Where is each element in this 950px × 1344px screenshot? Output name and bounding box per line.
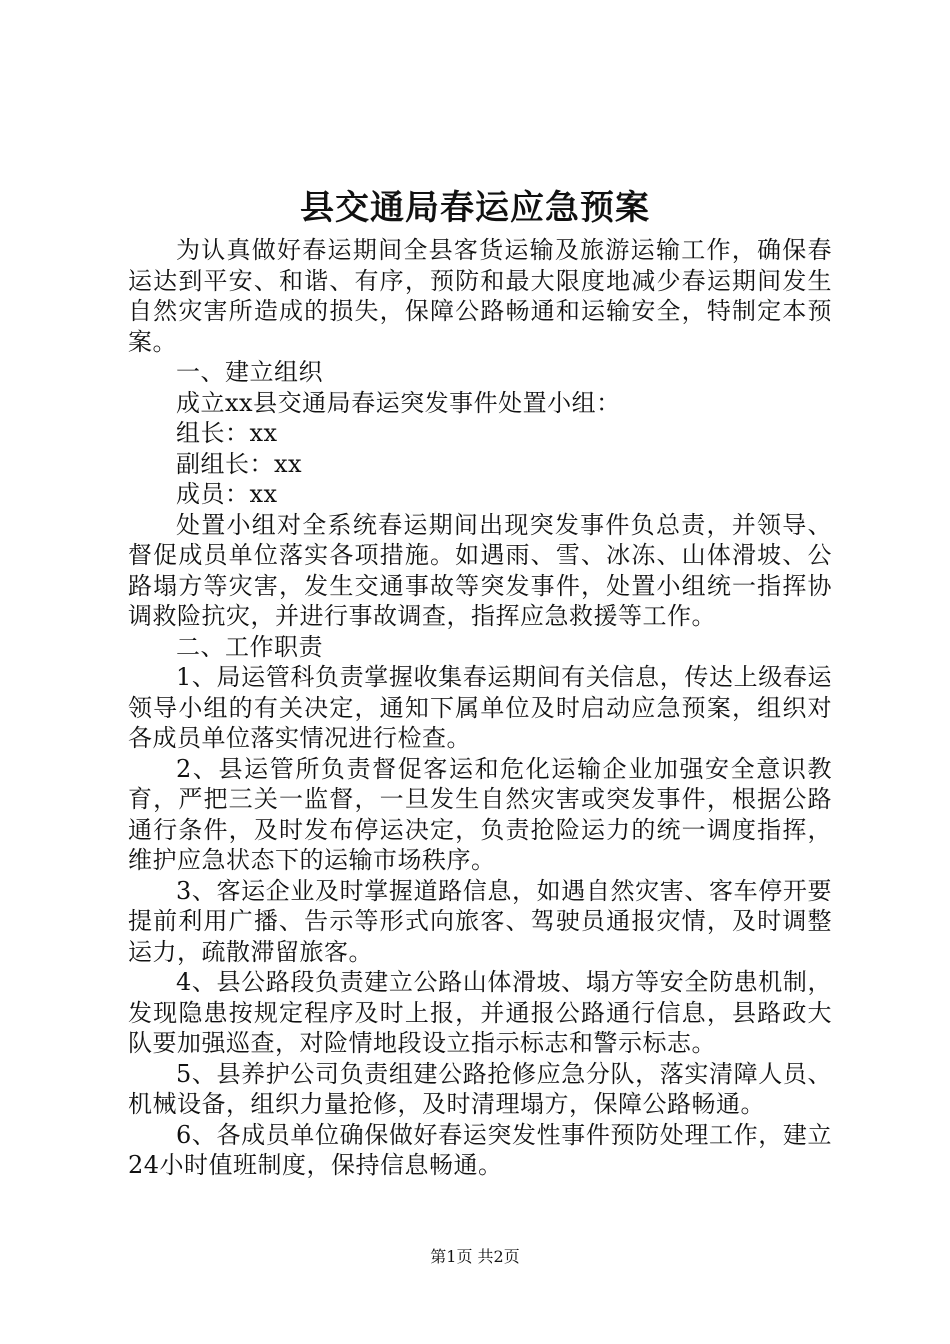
paragraph-duty-3: 3、客运企业及时掌握道路信息，如遇自然灾害、客车停开要提前利用广播、告示等形式向旅客、驾驶员通报灾情，及时调整运力，疏散滞留旅客。 bbox=[128, 876, 832, 966]
paragraph-duty-4: 4、县公路段负责建立公路山体滑坡、塌方等安全防患机制，发现隐患按规定程序及时上报，并通报公路通行信息，县路政大队要加强巡查，对险情地段设立指示标志和警示标志。 bbox=[128, 968, 832, 1057]
paragraph-deputy-leader: 副组长：xx bbox=[176, 449, 303, 478]
paragraph-group-responsibility: 处置小组对全系统春运期间出现突发事件负总责，并领导、督促成员单位落实各项措施。如遇雨、雪、冰冻、山体滑坡、公路塌方等灾害，发生交通事故等突发事件，处置小组统一指挥协调救险抗灾，并进行事故调查，指挥应急救援等工作。 bbox=[128, 510, 832, 630]
paragraph-leader: 组长：xx bbox=[176, 419, 278, 447]
document-title: 县交通局春运应急预案 bbox=[300, 188, 650, 228]
page-footer: 第1页 共2页 bbox=[430, 1247, 520, 1266]
paragraph-duty-2: 2、县运管所负责督促客运和危化运输企业加强安全意识教育，严把三关一监督，一旦发生自然灾害或突发事件，根据公路通行条件，及时发布停运决定，负责抢险运力的统一调度指挥，维护应急状态下的运输市场秩序。 bbox=[128, 754, 832, 874]
paragraph-duty-5: 5、县养护公司负责组建公路抢修应急分队，落实清障人员、机械设备，组织力量抢修，及时清理塌方，保障公路畅通。 bbox=[128, 1059, 832, 1118]
document-body bbox=[128, 235, 832, 1181]
paragraph-duty-1: 1、局运管科负责掌握收集春运期间有关信息，传达上级春运领导小组的有关决定，通知下属单位及时启动应急预案，组织对各成员单位落实情况进行检查。 bbox=[128, 663, 832, 752]
section-heading-organization: 一、建立组织 bbox=[176, 358, 323, 386]
paragraph-duty-6: 6、各成员单位确保做好春运突发性事件预防处理工作，建立24小时值班制度，保持信息畅通。 bbox=[128, 1120, 832, 1179]
section-heading-duties: 二、工作职责 bbox=[176, 632, 323, 661]
paragraph-intro: 为认真做好春运期间全县客货运输及旅游运输工作，确保春运达到平安、和谐、有序，预防和最大限度地减少春运期间发生自然灾害所造成的损失，保障公路畅通和运输安全，特制定本预案。 bbox=[128, 236, 832, 356]
paragraph-establish-group: 成立xx县交通局春运突发事件处置小组： bbox=[176, 388, 621, 417]
paragraph-members: 成员：xx bbox=[176, 480, 278, 508]
